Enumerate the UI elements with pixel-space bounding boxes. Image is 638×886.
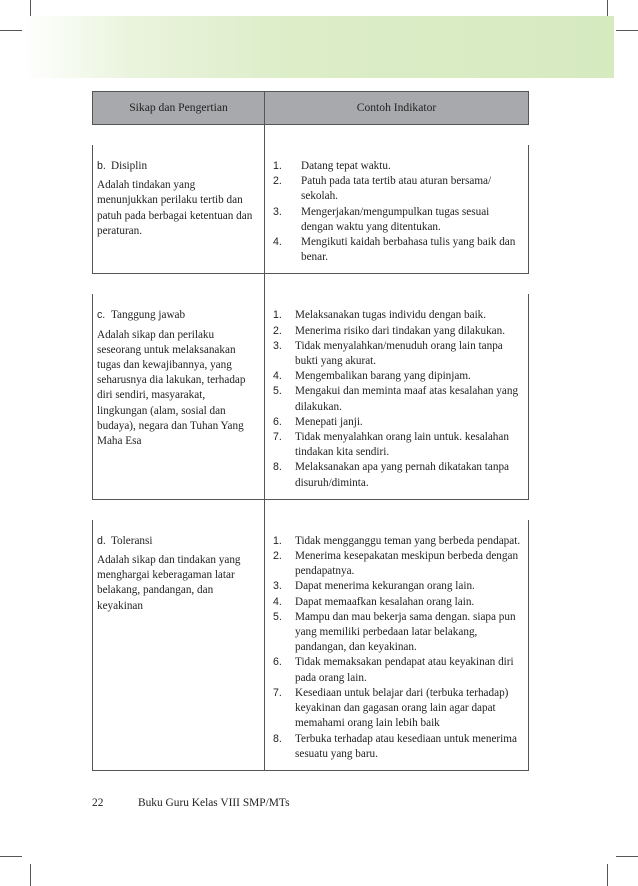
- section-title: b. Disiplin: [97, 160, 148, 172]
- spacer-row: [93, 125, 529, 146]
- list-item: 2. Menerima kesepakatan meskipun berbeda dengan pendapatnya.: [273, 550, 519, 578]
- section-title: d. Toleransi: [97, 534, 153, 547]
- table-row-toleransi: [93, 520, 529, 771]
- list-item: 4. Mengikuti kaidah berbahasa tulis yang baik dan benar.: [273, 236, 516, 264]
- indicator-cell: [265, 520, 529, 771]
- list-item: 7. Tidak menyalahkan orang lain untuk. kesalahan tindakan kita sendiri.: [273, 431, 509, 459]
- attitude-cell: [93, 520, 265, 771]
- section-definition: Adalah sikap dan tindakan yang menghargai keberagaman latar belakang, pandangan, dan keyakinan: [97, 554, 241, 612]
- section-definition: Adalah tindakan yang menunjukkan perilaku tertib dan patuh pada berbagai ketentuan dan peraturan.: [97, 179, 253, 237]
- list-item: 1. Tidak mengganggu teman yang berbeda pendapat.: [273, 534, 521, 547]
- indicator-list: [271, 308, 524, 490]
- crop-mark: [0, 856, 22, 857]
- spacer-row: [93, 499, 529, 520]
- header-band: [24, 16, 614, 78]
- crop-mark: [616, 30, 638, 31]
- indicator-list: [271, 534, 524, 762]
- list-item: 2. Menerima risiko dari tindakan yang dilakukan.: [273, 324, 506, 337]
- list-item: 5. Mampu dan mau bekerja sama dengan. siapa pun yang memiliki perbedaan latar belakang, pandangan, dan keyakinan.: [273, 610, 516, 654]
- list-item: 3. Dapat menerima kekurangan orang lain.: [273, 580, 475, 593]
- list-item: 4. Dapat memaafkan kesalahan orang lain.: [273, 595, 475, 608]
- spacer-row: [93, 274, 529, 295]
- list-item: 2. Patuh pada tata tertib atau aturan bersama/ sekolah.: [273, 175, 492, 203]
- page-number: 22: [92, 797, 104, 809]
- attitude-cell: [93, 294, 265, 499]
- crop-mark: [0, 30, 22, 31]
- section-title: c. Tanggung jawab: [97, 309, 186, 322]
- indicator-cell: [265, 145, 529, 274]
- book-title: Buku Guru Kelas VIII SMP/MTs: [138, 797, 290, 809]
- list-item: 3. Tidak menyalahkan/menuduh orang lain tanpa bukti yang akurat.: [273, 339, 503, 368]
- list-item: 8. Melaksanakan apa yang pernah dikatakan tanpa disuruh/diminta.: [273, 461, 510, 489]
- table-row-tanggung-jawab: [93, 294, 529, 499]
- indicator-cell: [265, 294, 529, 499]
- attitude-cell: [93, 145, 265, 274]
- list-item: 6. Menepati janji.: [273, 415, 363, 428]
- list-item: 5. Mengakui dan meminta maaf atas kesalahan yang dilakukan.: [273, 385, 519, 413]
- list-item: 4. Mengembalikan barang yang dipinjam.: [273, 370, 471, 383]
- list-item: 3. Mengerjakan/mengumpulkan tugas sesuai dengan waktu yang ditentukan.: [273, 205, 490, 233]
- crop-mark: [616, 856, 638, 857]
- page-footer: [92, 797, 290, 809]
- column-header-indicator: Contoh Indikator: [265, 92, 529, 125]
- indicator-list: [271, 159, 524, 265]
- indicator-table: [92, 91, 529, 771]
- table-row-disiplin: [93, 145, 529, 274]
- table-header-row: [93, 92, 529, 125]
- section-definition: Adalah sikap dan perilaku seseorang untuk melaksanakan tugas dan kewajibannya, yang seharusnya dia lakukan, terhadap diri sendiri, masyarakat, lingkungan (alam, sosial dan budaya), negara dan Tuhan Yang Maha Esa: [97, 328, 246, 448]
- list-item: 1. Melaksanakan tugas individu dengan baik.: [273, 309, 487, 322]
- list-item: 1. Datang tepat waktu.: [273, 160, 391, 172]
- list-item: 6. Tidak memaksakan pendapat atau keyakinan diri pada orang lain.: [273, 656, 514, 684]
- crop-mark: [30, 864, 31, 886]
- column-header-attitude: Sikap dan Pengertian: [93, 92, 265, 125]
- list-item: 7. Kesediaan untuk belajar dari (terbuka terhadap) keyakinan dan gagasan orang lain agar dapat memahami orang lain lebih baik: [273, 686, 509, 730]
- crop-mark: [607, 864, 608, 886]
- list-item: 8. Terbuka terhadap atau kesediaan untuk menerima sesuatu yang baru.: [273, 732, 517, 760]
